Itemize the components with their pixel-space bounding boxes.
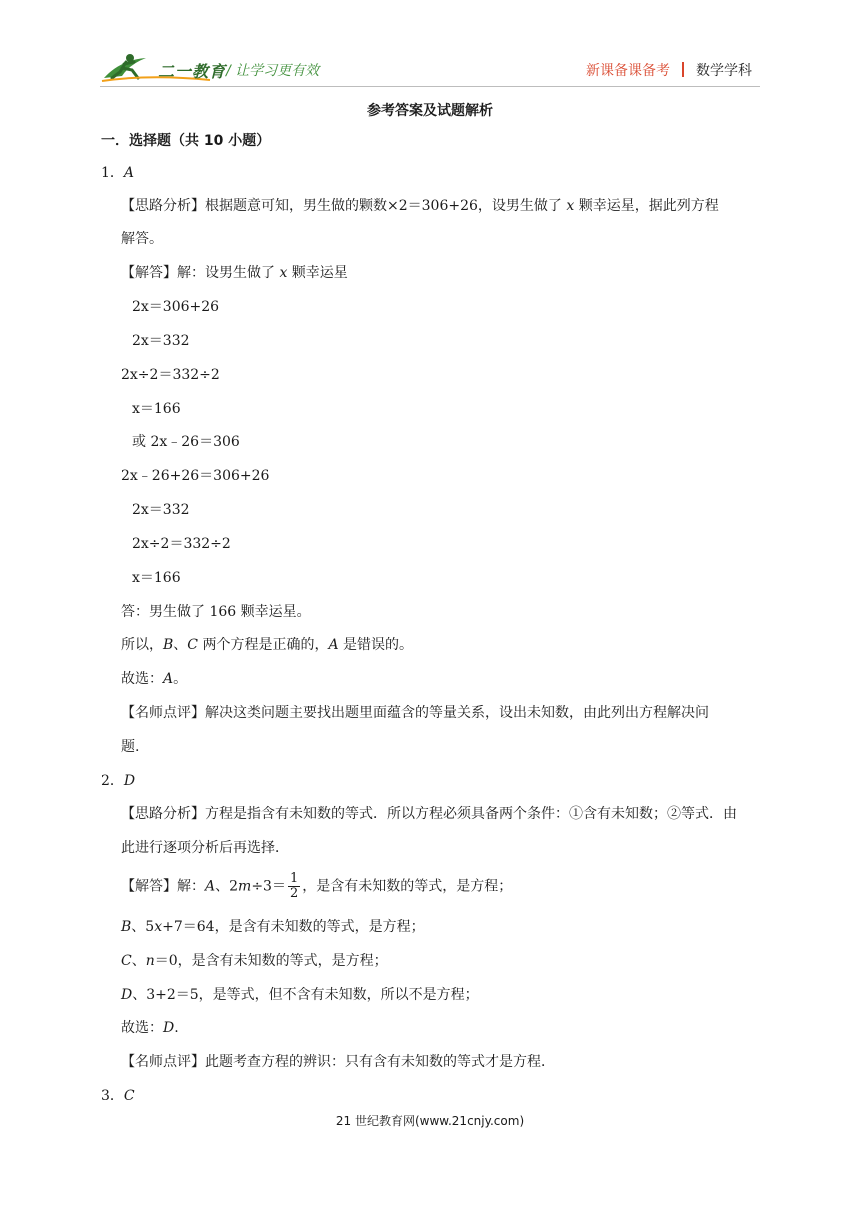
q2-choice-value: D: [163, 1020, 175, 1036]
q2-option-d: D: [121, 987, 133, 1003]
q1-conclusion-end: 是错误的。: [338, 637, 414, 653]
q1-comment-line-1: 【名师点评】解决这类问题主要找出题里面蕴含的等量关系，设出未知数，由此列出方程解决问: [121, 705, 709, 721]
q1-equation-6: 2x﹣26+26＝306+26: [121, 468, 270, 484]
q3-answer: C: [123, 1088, 135, 1104]
q3-number: 3．: [101, 1088, 124, 1104]
q2-b-text: +7＝64，是含有未知数的等式，是方程；: [162, 919, 425, 935]
q2-b-variable: x: [154, 919, 163, 935]
q1-analysis-line-1: [121, 196, 719, 216]
q1-variable: x: [566, 198, 575, 214]
q2-fraction-denominator: 2: [289, 886, 299, 901]
q1-conclusion-text: 所以，: [121, 637, 163, 653]
q2-variable-m: m: [238, 878, 252, 895]
q2-answer-line: [101, 771, 135, 791]
q2-solution-line: [121, 872, 512, 901]
q1-equation-1: 2x＝306+26: [132, 299, 220, 315]
q1-equation-8: 2x÷2＝332÷2: [132, 536, 231, 552]
q1-analysis-text-end: 颗幸运星，据此列方程: [574, 198, 719, 214]
section-heading: 一．选择题（共 10 小题）: [101, 133, 271, 149]
q2-option-b-line: [121, 917, 425, 937]
q1-solution-variable: x: [279, 265, 288, 281]
header-rule: [100, 86, 760, 87]
q1-answer: A: [123, 165, 135, 181]
q2-option-d-line: [121, 985, 479, 1005]
q2-option-a: A: [205, 878, 216, 895]
q2-option-c: C: [121, 953, 132, 969]
page-header: [100, 48, 760, 90]
q1-conclusion-middle: 两个方程是正确的，: [198, 637, 329, 653]
q1-choice-value: A: [163, 671, 174, 687]
q2-c-variable: n: [145, 953, 155, 969]
q2-analysis-line-1: 【思路分析】方程是指含有未知数的等式．所以方程必须具备两个条件：①含有未知数；②等式．由: [121, 806, 737, 822]
q1-solution-line: [121, 263, 348, 283]
q2-fraction-numerator: 1: [289, 871, 299, 886]
q1-analysis-text: 【思路分析】根据题意可知，男生做的颗数×2＝306+26，设男生做了: [121, 198, 567, 214]
q1-analysis-line-2: 解答。: [121, 231, 163, 247]
page-title: 参考答案及试题解析: [367, 103, 493, 119]
header-right: [586, 60, 752, 80]
q1-equation-9: x＝166: [132, 570, 181, 586]
q2-choice-end: .: [174, 1020, 179, 1036]
q2-c-separator: 、: [131, 953, 146, 969]
q1-option-a: A: [328, 637, 339, 653]
q1-equation-2: 2x＝332: [132, 333, 190, 349]
q2-solution-end: ，是含有未知数的等式，是方程；: [302, 878, 513, 895]
q1-answer-line: [101, 163, 134, 183]
header-subject-label: 数学学科: [696, 63, 752, 79]
q1-equation-3: 2x÷2＝332÷2: [121, 367, 220, 383]
slogan: / 让学习更有效: [226, 63, 320, 79]
q2-d-text: 、3+2＝5，是等式，但不含有未知数，所以不是方程；: [132, 987, 479, 1003]
q1-choice: [121, 669, 187, 689]
brand-name: 二一教育: [158, 62, 227, 81]
q1-comment-line-2: 题.: [121, 739, 140, 755]
q2-b-expr: 、5: [131, 919, 155, 935]
q1-number: 1．: [101, 165, 124, 181]
q1-reply: 答：男生做了 166 颗幸运星。: [121, 604, 311, 620]
q1-option-c: C: [187, 637, 199, 653]
q2-answer: D: [123, 773, 136, 789]
q1-conclusion: [121, 635, 413, 655]
q2-fraction: [288, 872, 300, 901]
q2-c-text: ＝0，是含有未知数的等式，是方程；: [154, 953, 388, 969]
q3-answer-line: [101, 1086, 135, 1106]
q2-expr-part: 、2: [215, 878, 239, 895]
q1-solution-text-end: 颗幸运星: [287, 265, 348, 281]
q2-choice: [121, 1018, 179, 1038]
q1-separator: 、: [173, 637, 188, 653]
q2-analysis-line-2: 此进行逐项分析后再选择．: [121, 840, 289, 856]
page-footer: 21 世纪教育网(www.21cnjy.com): [335, 1114, 525, 1128]
q1-choice-label: 故选：: [121, 671, 163, 687]
q2-number: 2．: [101, 773, 124, 789]
header-course-label: 新课备课备考: [586, 63, 670, 79]
q2-comment: 【名师点评】此题考查方程的辨识：只有含有未知数的等式才是方程．: [121, 1054, 555, 1070]
q2-choice-label: 故选：: [121, 1020, 163, 1036]
q1-equation-4: x＝166: [132, 401, 181, 417]
header-divider: [682, 62, 684, 77]
q2-expr-part-2: ÷3＝: [251, 878, 286, 895]
q2-option-b: B: [121, 919, 132, 935]
q1-choice-end: 。: [173, 671, 188, 687]
q2-solution-label: 【解答】解：: [121, 878, 205, 895]
q2-option-c-line: [121, 951, 388, 971]
q1-option-b: B: [163, 637, 174, 653]
q1-equation-7: 2x＝332: [132, 502, 190, 518]
q1-solution-text: 【解答】解：设男生做了: [121, 265, 280, 281]
q1-equation-5: 或 2x﹣26＝306: [132, 434, 240, 450]
